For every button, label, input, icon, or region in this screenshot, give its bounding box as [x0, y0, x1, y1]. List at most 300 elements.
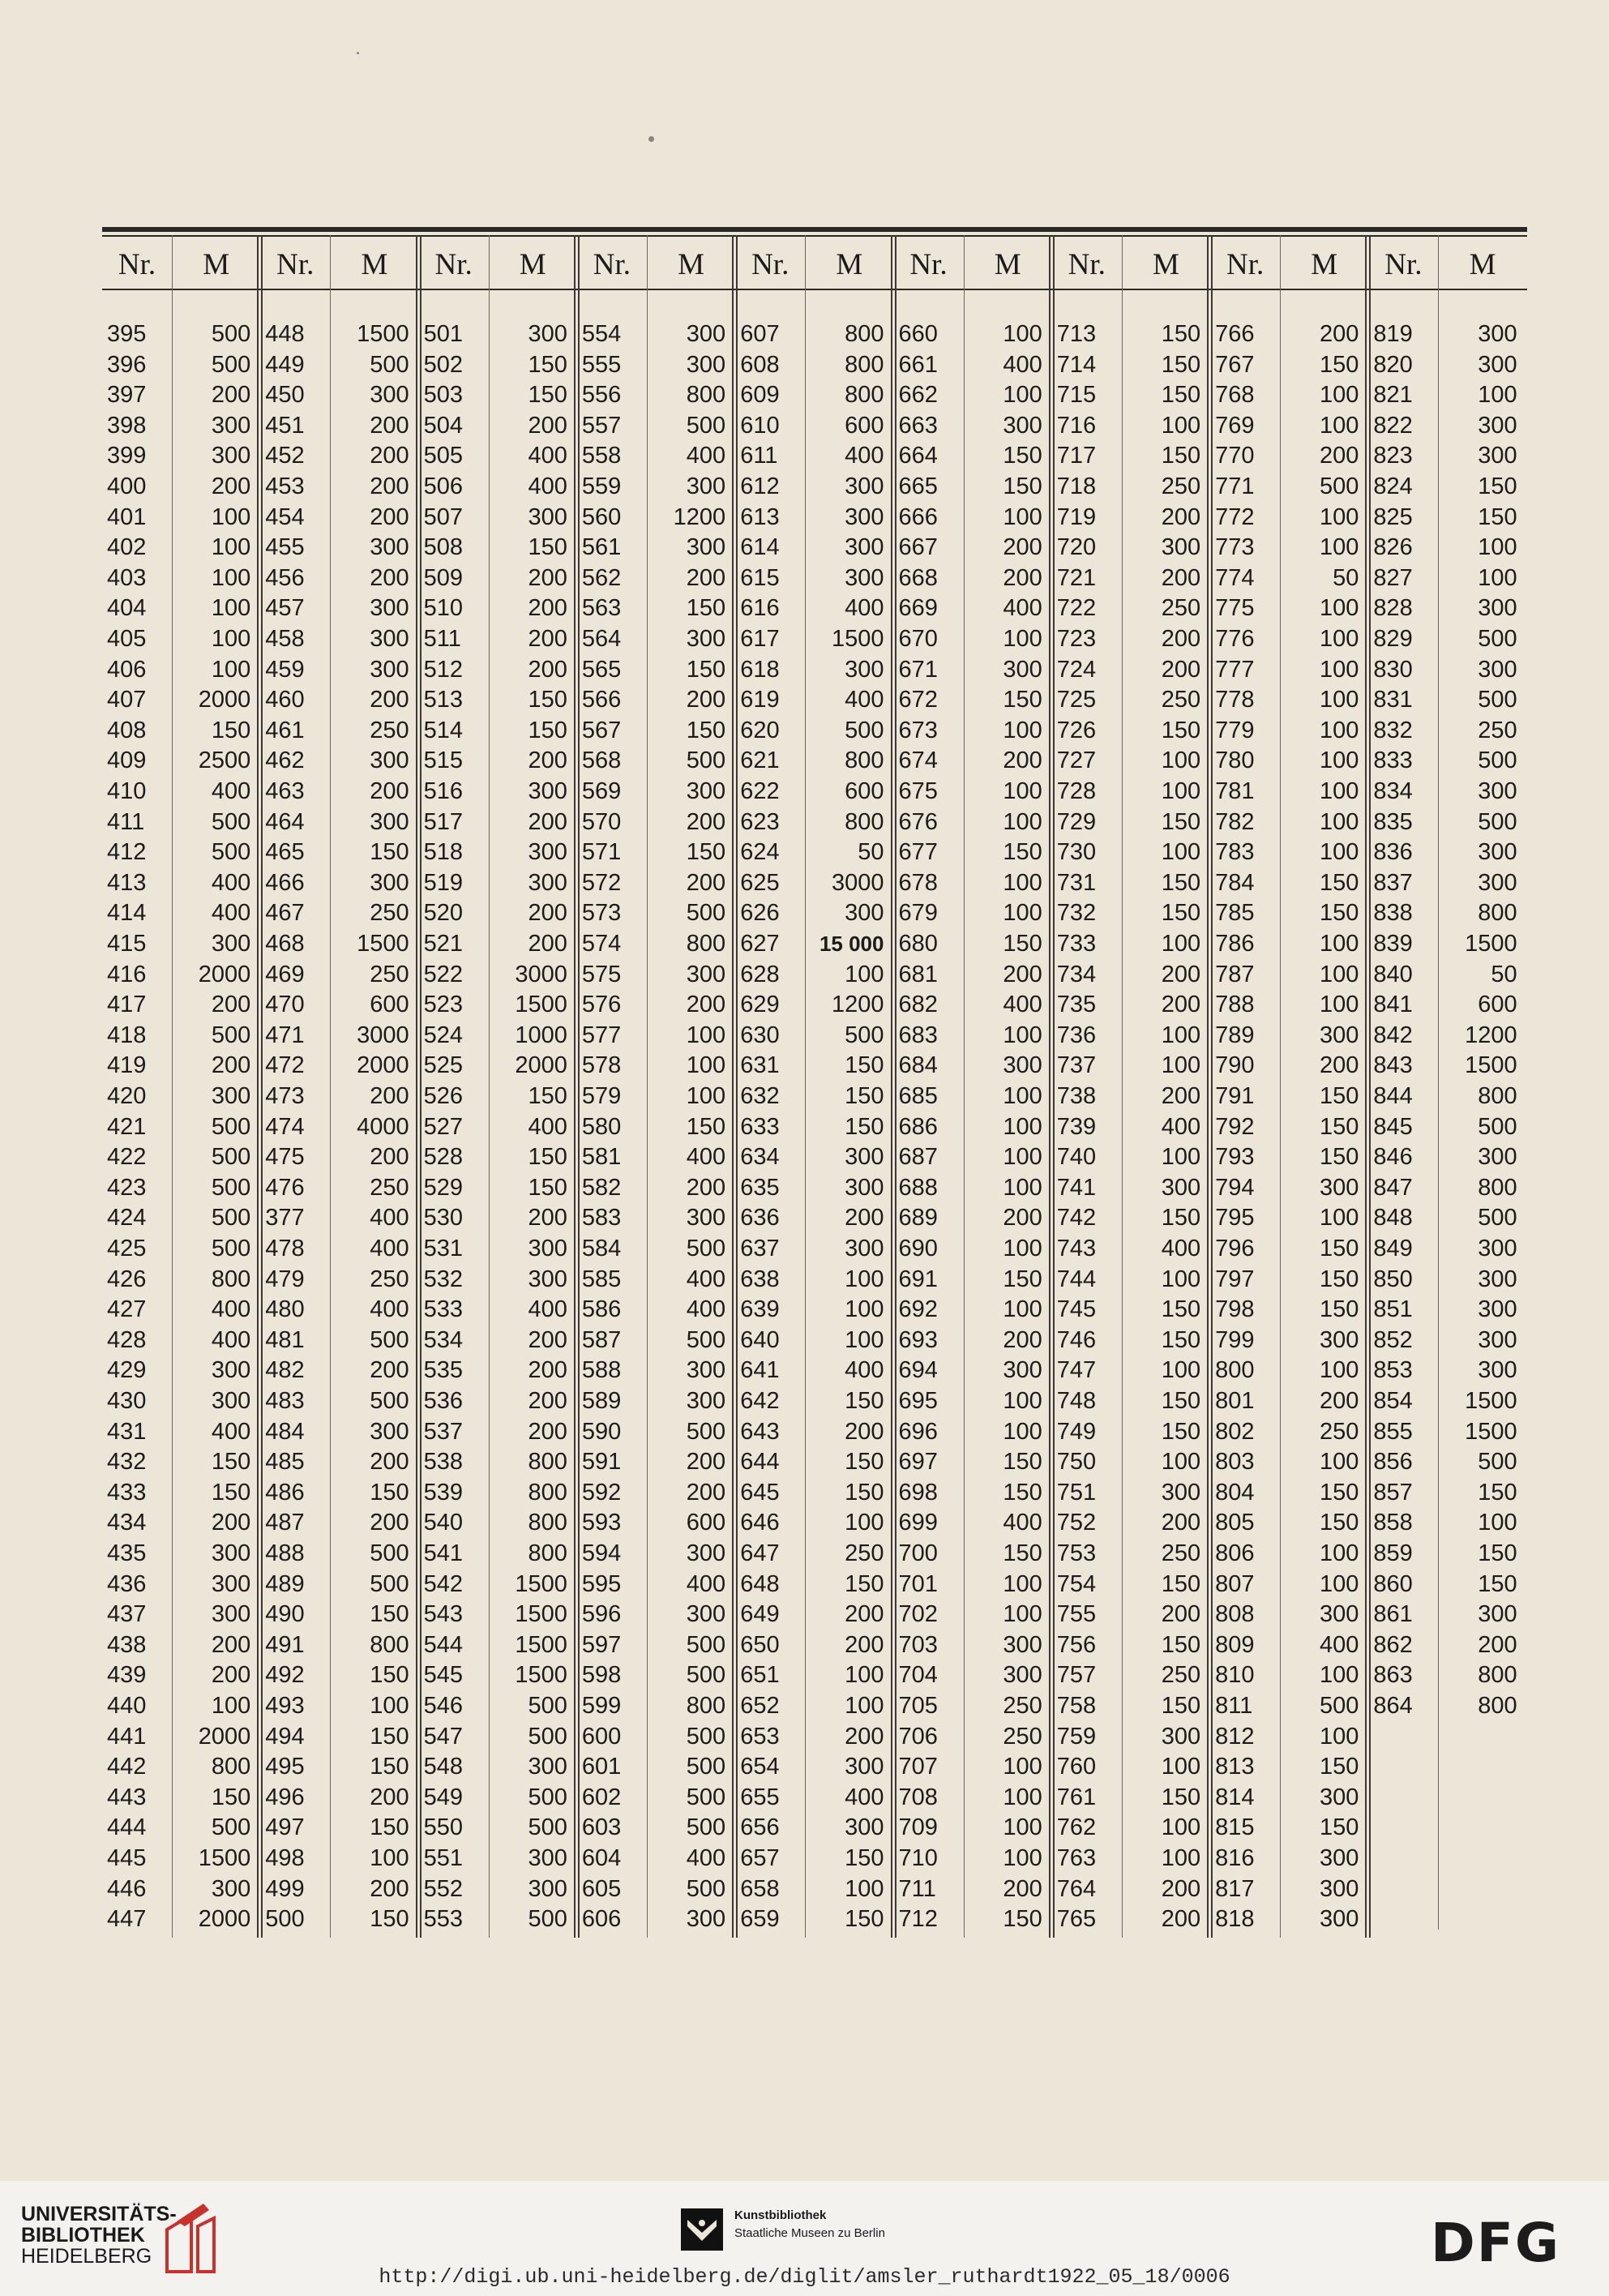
cell-m: 300	[1478, 1601, 1517, 1628]
cell-m: 100	[1003, 1418, 1042, 1445]
cell-m: 100	[1478, 382, 1517, 409]
cell-nr: 749	[1056, 1418, 1097, 1445]
cell-m: 250	[370, 717, 409, 743]
cell-m: 300	[1478, 1236, 1517, 1262]
cell-m: 500	[1478, 808, 1517, 835]
cell-m: 800	[1478, 1174, 1517, 1201]
cell-m: 500	[686, 900, 726, 927]
column-rule-double	[891, 235, 892, 1938]
cell-nr: 473	[265, 1083, 305, 1109]
cell-m: 100	[1003, 382, 1042, 409]
cell-m: 300	[1478, 443, 1517, 469]
cell-nr: 831	[1373, 687, 1413, 713]
dfg-logo[interactable]: DFG	[1431, 2212, 1561, 2274]
cell-m: 200	[211, 1631, 251, 1658]
cell-nr: 838	[1373, 900, 1413, 927]
cell-m: 100	[1320, 534, 1359, 561]
cell-nr: 398	[107, 412, 147, 439]
cell-nr: 534	[423, 1326, 463, 1353]
cell-m: 400	[528, 1113, 567, 1140]
cell-nr: 638	[740, 1266, 780, 1292]
cell-nr: 506	[423, 473, 463, 499]
source-url[interactable]: http://digi.ub.uni-heidelberg.de/diglit/amsler_ruthardt1922_05_18/0006	[379, 2265, 1230, 2289]
cell-m: 400	[1320, 1631, 1359, 1658]
cell-m: 100	[1161, 1845, 1201, 1871]
cell-m: 300	[211, 1570, 251, 1597]
cell-m: 800	[1478, 1083, 1517, 1109]
cell-nr: 472	[265, 1052, 305, 1079]
cell-m: 200	[1003, 534, 1042, 561]
cell-m: 100	[1003, 1814, 1042, 1841]
cell-nr: 806	[1215, 1540, 1255, 1566]
cell-m: 100	[1003, 778, 1042, 804]
cell-m: 100	[1320, 656, 1359, 683]
cell-m: 150	[1478, 1570, 1517, 1597]
cell-m: 500	[686, 1418, 726, 1445]
cell-m: 250	[845, 1540, 884, 1566]
cell-m: 100	[1003, 900, 1042, 927]
cell-nr: 559	[581, 473, 622, 499]
cell-nr: 601	[581, 1754, 622, 1780]
cell-nr: 783	[1215, 839, 1255, 866]
cell-nr: 496	[265, 1784, 305, 1810]
cell-nr: 645	[740, 1479, 780, 1506]
cell-nr: 469	[265, 961, 305, 987]
cell-m: 300	[1478, 1266, 1517, 1292]
kb-subtitle: Staatliche Museen zu Berlin	[734, 2226, 885, 2240]
cell-nr: 799	[1215, 1326, 1255, 1353]
cell-nr: 814	[1215, 1784, 1255, 1810]
cell-m: 500	[686, 1631, 726, 1658]
cell-nr: 658	[740, 1875, 780, 1902]
cell-nr: 523	[423, 992, 463, 1018]
cell-nr: 487	[265, 1510, 305, 1536]
cell-m: 300	[528, 321, 567, 347]
cell-nr: 677	[898, 839, 938, 866]
cell-m: 100	[1161, 1052, 1201, 1079]
cell-nr: 618	[740, 656, 780, 683]
cell-m: 200	[211, 992, 251, 1018]
cell-nr: 621	[740, 747, 780, 774]
cell-m: 500	[211, 321, 251, 347]
cell-m: 100	[1161, 1449, 1201, 1476]
cell-m: 600	[845, 778, 884, 804]
cell-nr: 572	[581, 869, 622, 896]
cell-nr: 576	[581, 992, 622, 1018]
cell-m: 200	[686, 564, 726, 591]
cell-nr: 794	[1215, 1174, 1255, 1201]
cell-nr: 451	[265, 412, 305, 439]
cell-m: 200	[1161, 626, 1201, 652]
cell-m: 500	[686, 1723, 726, 1750]
cell-m: 150	[528, 687, 567, 713]
cell-nr: 459	[265, 656, 305, 683]
cell-nr: 809	[1215, 1631, 1255, 1658]
cell-nr: 688	[898, 1174, 938, 1201]
cell-m: 150	[370, 1479, 409, 1506]
cell-nr: 823	[1373, 443, 1413, 469]
cell-nr: 403	[107, 564, 147, 591]
cell-nr: 757	[1056, 1662, 1097, 1689]
cell-nr: 498	[265, 1845, 305, 1871]
cell-m: 100	[211, 503, 251, 530]
cell-nr: 669	[898, 595, 938, 622]
cell-m: 2000	[515, 1052, 567, 1079]
cell-m: 500	[211, 1205, 251, 1232]
cell-nr: 429	[107, 1357, 147, 1384]
cell-nr: 614	[740, 534, 780, 561]
cell-m: 150	[1003, 473, 1042, 499]
cell-m: 150	[1003, 1479, 1042, 1506]
cell-nr: 792	[1215, 1113, 1255, 1140]
cell-nr: 401	[107, 503, 147, 530]
cell-nr: 561	[581, 534, 622, 561]
cell-m: 200	[528, 900, 567, 927]
cell-nr: 671	[898, 656, 938, 683]
cell-nr: 650	[740, 1631, 780, 1658]
cell-nr: 845	[1373, 1113, 1413, 1140]
cell-m: 100	[1161, 1022, 1201, 1048]
cell-m: 300	[370, 626, 409, 652]
cell-nr: 535	[423, 1357, 463, 1384]
cell-nr: 609	[740, 382, 780, 409]
cell-m: 150	[211, 1449, 251, 1476]
cell-m: 2000	[198, 1906, 251, 1933]
cell-m: 800	[686, 931, 726, 957]
cell-m: 100	[1320, 839, 1359, 866]
cell-nr: 864	[1373, 1693, 1413, 1719]
cell-m: 250	[370, 900, 409, 927]
cell-m: 3000	[831, 869, 884, 896]
cell-nr: 746	[1056, 1326, 1097, 1353]
cell-m: 800	[211, 1754, 251, 1780]
cell-m: 300	[845, 534, 884, 561]
cell-m: 250	[370, 1174, 409, 1201]
cell-m: 150	[686, 656, 726, 683]
cell-nr: 700	[898, 1540, 938, 1566]
cell-m: 800	[1478, 900, 1517, 927]
cell-m: 100	[1003, 1784, 1042, 1810]
cell-nr: 720	[1056, 534, 1097, 561]
cell-nr: 775	[1215, 595, 1255, 622]
cell-nr: 434	[107, 1510, 147, 1536]
cell-m: 15 000	[819, 932, 884, 956]
cell-m: 500	[1320, 473, 1359, 499]
cell-m: 300	[1320, 1022, 1359, 1048]
cell-m: 200	[1161, 961, 1201, 987]
cell-nr: 468	[265, 931, 305, 957]
cell-nr: 784	[1215, 869, 1255, 896]
cell-nr: 723	[1056, 626, 1097, 652]
cell-m: 1500	[515, 1601, 567, 1628]
cell-nr: 675	[898, 778, 938, 804]
cell-m: 1200	[673, 503, 726, 530]
column-rule-double	[1365, 235, 1367, 1938]
cell-nr: 452	[265, 443, 305, 469]
cell-m: 800	[528, 1479, 567, 1506]
cell-m: 100	[1003, 1113, 1042, 1140]
cell-nr: 827	[1373, 564, 1413, 591]
cell-m: 200	[1161, 1875, 1201, 1902]
cell-nr: 848	[1373, 1205, 1413, 1232]
cell-nr: 616	[740, 595, 780, 622]
cell-nr: 504	[423, 412, 463, 439]
cell-m: 4000	[357, 1113, 409, 1140]
cell-m: 300	[211, 1601, 251, 1628]
cell-m: 200	[528, 595, 567, 622]
cell-nr: 593	[581, 1510, 622, 1536]
cell-m: 100	[1320, 626, 1359, 652]
cell-nr: 596	[581, 1601, 622, 1628]
cell-m: 150	[1003, 1449, 1042, 1476]
cell-m: 500	[528, 1693, 567, 1719]
cell-nr: 622	[740, 778, 780, 804]
cell-m: 100	[211, 534, 251, 561]
column-rule-double	[257, 235, 259, 1938]
cell-nr: 566	[581, 687, 622, 713]
cell-nr: 849	[1373, 1236, 1413, 1262]
cell-m: 3000	[357, 1022, 409, 1048]
header-m: M	[994, 248, 1021, 281]
cell-nr: 592	[581, 1479, 622, 1506]
cell-m: 300	[686, 1205, 726, 1232]
cell-nr: 719	[1056, 503, 1097, 530]
cell-m: 150	[1161, 1388, 1201, 1414]
cell-nr: 582	[581, 1174, 622, 1201]
cell-nr: 782	[1215, 808, 1255, 835]
cell-nr: 684	[898, 1052, 938, 1079]
cell-m: 200	[1161, 1601, 1201, 1628]
cell-m: 100	[1161, 1754, 1201, 1780]
cell-nr: 721	[1056, 564, 1097, 591]
cell-m: 100	[1320, 747, 1359, 774]
cell-nr: 411	[107, 808, 145, 835]
cell-m: 150	[370, 839, 409, 866]
cell-m: 500	[1478, 1205, 1517, 1232]
cell-nr: 613	[740, 503, 780, 530]
cell-m: 300	[1161, 1723, 1201, 1750]
cell-nr: 519	[423, 869, 463, 896]
cell-m: 300	[1478, 869, 1517, 896]
cell-nr: 603	[581, 1814, 622, 1841]
cell-nr: 634	[740, 1144, 780, 1171]
cell-m: 200	[1320, 1388, 1359, 1414]
cell-nr: 578	[581, 1052, 622, 1079]
cell-nr: 584	[581, 1236, 622, 1262]
cell-m: 100	[1320, 778, 1359, 804]
header-m: M	[678, 248, 704, 281]
cell-m: 150	[1161, 1296, 1201, 1323]
cell-nr: 423	[107, 1174, 147, 1201]
cell-m: 500	[686, 1754, 726, 1780]
cell-nr: 421	[107, 1113, 147, 1140]
cell-nr: 861	[1373, 1601, 1413, 1628]
cell-nr: 414	[107, 900, 147, 927]
cell-nr: 445	[107, 1845, 147, 1871]
cell-m: 2000	[198, 687, 251, 713]
cell-nr: 690	[898, 1236, 938, 1262]
cell-nr: 568	[581, 747, 622, 774]
cell-m: 100	[1003, 808, 1042, 835]
cell-nr: 610	[740, 412, 780, 439]
cell-nr: 739	[1056, 1113, 1097, 1140]
cell-nr: 539	[423, 1479, 463, 1506]
cell-m: 150	[1320, 1754, 1359, 1780]
cell-m: 300	[1003, 1052, 1042, 1079]
cell-m: 300	[1478, 1144, 1517, 1171]
cell-nr: 837	[1373, 869, 1413, 896]
cell-nr: 668	[898, 564, 938, 591]
cell-m: 2000	[357, 1052, 409, 1079]
cell-m: 150	[686, 1113, 726, 1140]
cell-nr: 558	[581, 443, 622, 469]
cell-nr: 761	[1056, 1784, 1097, 1810]
cell-m: 400	[1003, 992, 1042, 1018]
cell-nr: 590	[581, 1418, 622, 1445]
cell-m: 400	[211, 778, 251, 804]
cell-nr: 676	[898, 808, 938, 835]
cell-m: 200	[370, 1083, 409, 1109]
cell-m: 200	[528, 808, 567, 835]
cell-nr: 733	[1056, 931, 1097, 957]
cell-nr: 820	[1373, 351, 1413, 378]
cell-m: 300	[370, 869, 409, 896]
cell-nr: 408	[107, 717, 147, 743]
cell-nr: 692	[898, 1296, 938, 1323]
cell-nr: 397	[107, 382, 147, 409]
cell-nr: 856	[1373, 1449, 1413, 1476]
header-nr: Nr.	[1384, 248, 1423, 281]
cell-m: 500	[1478, 626, 1517, 652]
cell-nr: 501	[423, 321, 463, 347]
cell-nr: 850	[1373, 1266, 1413, 1292]
cell-nr: 396	[107, 351, 147, 378]
cell-nr: 532	[423, 1266, 463, 1292]
cell-nr: 581	[581, 1144, 622, 1171]
cell-nr: 483	[265, 1388, 305, 1414]
cell-m: 200	[686, 687, 726, 713]
cell-m: 150	[1161, 900, 1201, 927]
cell-m: 250	[370, 1266, 409, 1292]
cell-nr: 812	[1215, 1723, 1255, 1750]
cell-m: 150	[1161, 1784, 1201, 1810]
table-top-rule-thin	[102, 235, 1527, 237]
cell-m: 100	[1320, 595, 1359, 622]
cell-nr: 725	[1056, 687, 1097, 713]
cell-nr: 587	[581, 1326, 622, 1353]
cell-m: 150	[1320, 1479, 1359, 1506]
cell-m: 150	[528, 1174, 567, 1201]
cell-nr: 776	[1215, 626, 1255, 652]
cell-m: 100	[1320, 1357, 1359, 1384]
cell-nr: 811	[1215, 1693, 1253, 1719]
cell-m: 300	[370, 595, 409, 622]
cell-m: 800	[528, 1449, 567, 1476]
cell-nr: 817	[1215, 1875, 1255, 1902]
cell-m: 250	[1003, 1723, 1042, 1750]
cell-nr: 778	[1215, 687, 1255, 713]
cell-nr: 597	[581, 1631, 622, 1658]
cell-m: 200	[1320, 1052, 1359, 1079]
cell-nr: 500	[265, 1906, 305, 1933]
cell-m: 400	[528, 473, 567, 499]
cell-m: 400	[686, 443, 726, 469]
cell-nr: 564	[581, 626, 622, 652]
cell-m: 300	[370, 656, 409, 683]
cell-m: 150	[686, 839, 726, 866]
cell-m: 400	[528, 443, 567, 469]
cell-m: 150	[1003, 443, 1042, 469]
cell-m: 100	[1161, 1144, 1201, 1171]
cell-m: 300	[1320, 1845, 1359, 1871]
cell-nr: 481	[265, 1326, 305, 1353]
cell-nr: 764	[1056, 1875, 1097, 1902]
cell-m: 500	[845, 1022, 884, 1048]
cell-nr: 667	[898, 534, 938, 561]
cell-nr: 708	[898, 1784, 938, 1810]
cell-nr: 661	[898, 351, 938, 378]
cell-m: 100	[686, 1052, 726, 1079]
cell-nr: 635	[740, 1174, 780, 1201]
cell-m: 200	[528, 1388, 567, 1414]
cell-nr: 542	[423, 1570, 463, 1597]
cell-nr: 556	[581, 382, 622, 409]
cell-m: 200	[370, 1784, 409, 1810]
cell-m: 200	[370, 1357, 409, 1384]
cell-nr: 433	[107, 1479, 147, 1506]
cell-m: 150	[528, 534, 567, 561]
cell-m: 400	[845, 595, 884, 622]
cell-nr: 846	[1373, 1144, 1413, 1171]
cell-m: 300	[370, 382, 409, 409]
cell-m: 100	[1003, 1083, 1042, 1109]
cell-nr: 436	[107, 1570, 147, 1597]
cell-nr: 824	[1373, 473, 1413, 499]
cell-nr: 547	[423, 1723, 463, 1750]
cell-nr: 702	[898, 1601, 938, 1628]
cell-nr: 753	[1056, 1540, 1097, 1566]
cell-m: 300	[1478, 1357, 1517, 1384]
cell-m: 1000	[515, 1022, 567, 1048]
cell-m: 150	[1478, 473, 1517, 499]
cell-m: 100	[1003, 503, 1042, 530]
cell-m: 100	[1320, 687, 1359, 713]
cell-nr: 788	[1215, 992, 1255, 1018]
cell-m: 400	[211, 900, 251, 927]
university-library-logo[interactable]	[21, 2204, 177, 2267]
cell-nr: 458	[265, 626, 305, 652]
cell-nr: 563	[581, 595, 622, 622]
table-header-rule	[102, 289, 1527, 290]
cell-nr: 751	[1056, 1479, 1097, 1506]
cell-m: 500	[1478, 687, 1517, 713]
cell-nr: 460	[265, 687, 305, 713]
cell-nr: 447	[107, 1906, 147, 1933]
cell-m: 500	[370, 351, 409, 378]
cell-nr: 493	[265, 1693, 305, 1719]
cell-m: 100	[1478, 1510, 1517, 1536]
cell-m: 250	[1161, 687, 1201, 713]
cell-m: 100	[1003, 1570, 1042, 1597]
cell-m: 150	[1161, 351, 1201, 378]
cell-m: 300	[1003, 1357, 1042, 1384]
header-m: M	[1469, 248, 1496, 281]
cell-m: 1500	[1465, 1418, 1517, 1445]
cell-nr: 740	[1056, 1144, 1097, 1171]
cell-nr: 552	[423, 1875, 463, 1902]
cell-nr: 428	[107, 1326, 147, 1353]
cell-nr: 431	[107, 1418, 147, 1445]
